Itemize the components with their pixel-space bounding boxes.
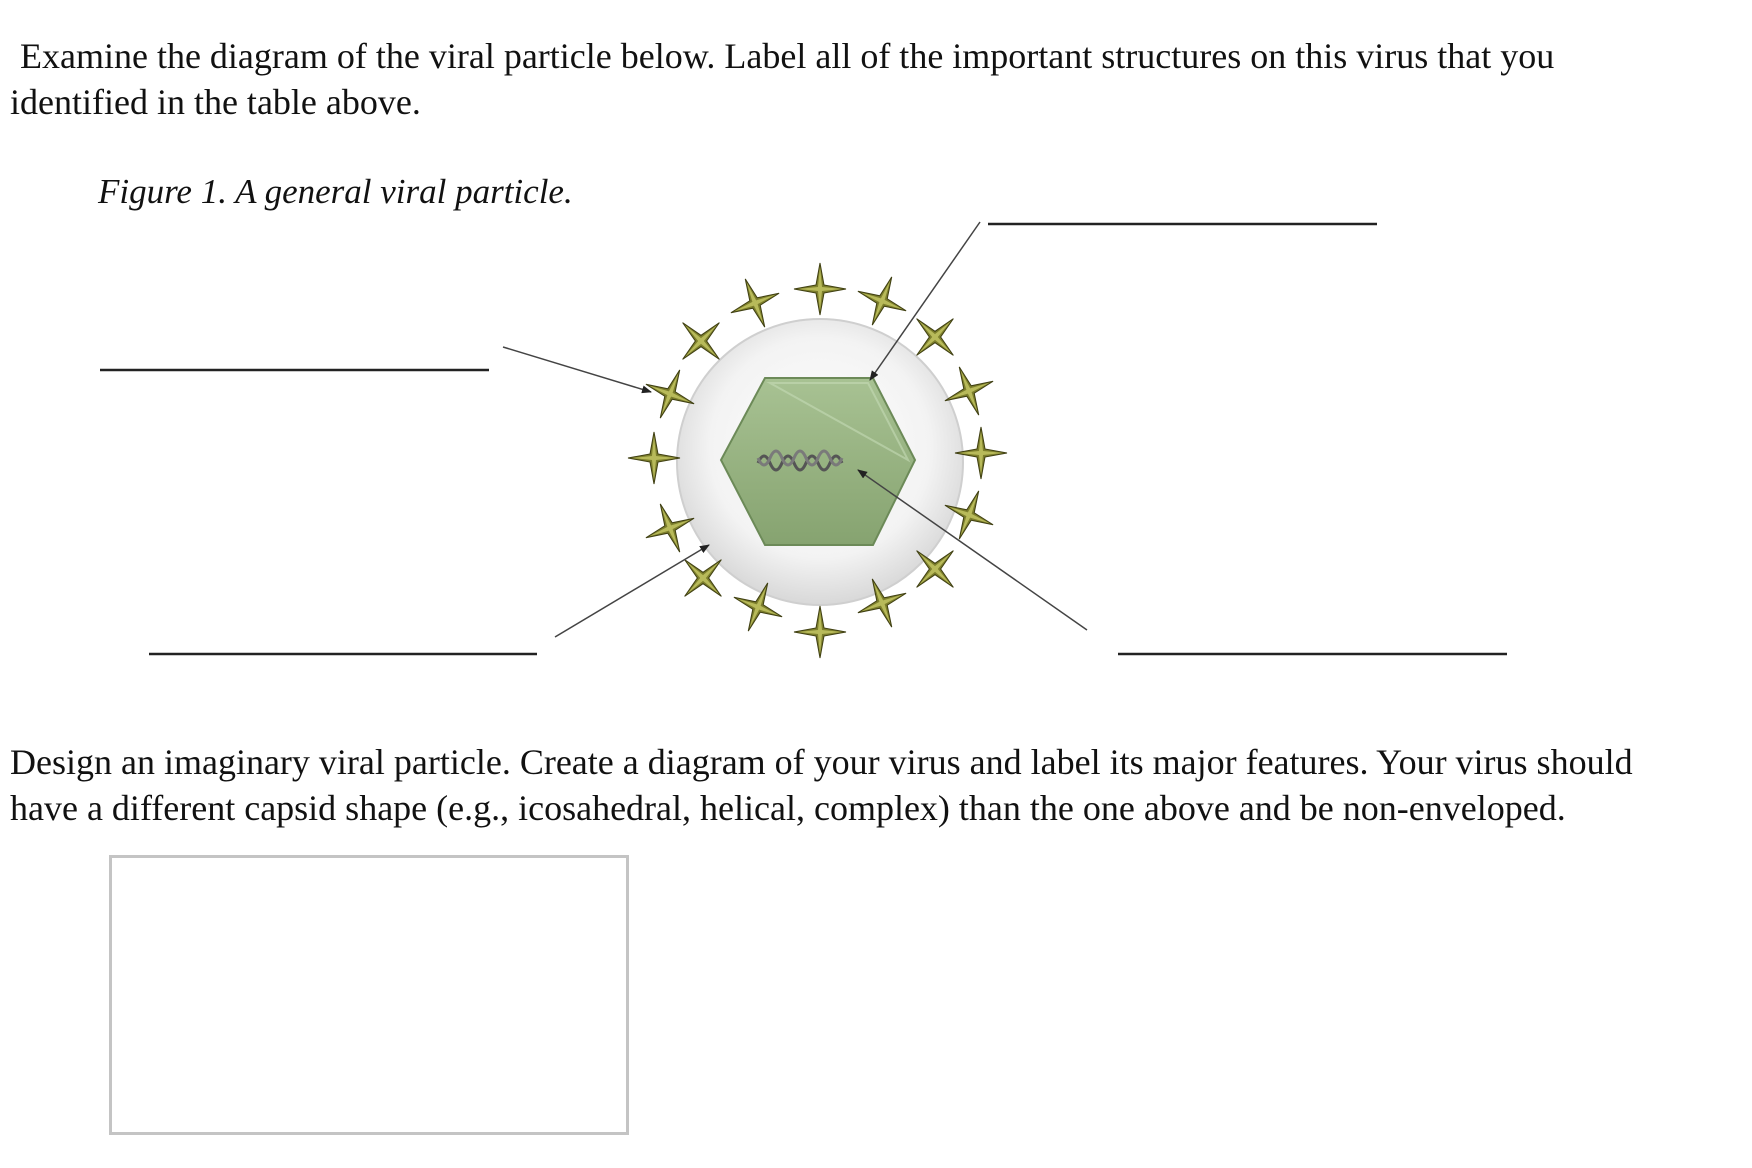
spike-protein xyxy=(898,300,972,374)
spike-protein xyxy=(848,267,916,335)
spike-protein xyxy=(628,432,680,484)
spike-protein xyxy=(955,427,1007,479)
spike-protein xyxy=(666,541,740,615)
leader-line-genome xyxy=(858,470,1087,630)
instruction-line-2: identified in the table above. xyxy=(10,82,421,122)
capsid xyxy=(721,378,915,545)
instruction-paragraph xyxy=(10,33,1710,125)
viral-envelope xyxy=(677,319,963,605)
design-prompt xyxy=(10,739,1740,831)
spike-protein xyxy=(794,606,846,658)
spike-protein xyxy=(935,357,1003,425)
instruction-line-1: Examine the diagram of the viral particle below. Label all of the important structures on this virus that you xyxy=(20,36,1555,76)
design-prompt-line-2: have a different capsid shape (e.g., icosahedral, helical, complex) than the one above and be non-enveloped. xyxy=(10,788,1566,828)
leader-line-envelope xyxy=(555,545,709,637)
leader-line-spike xyxy=(503,347,651,392)
spike-protein xyxy=(898,532,972,606)
leader-line-capsid xyxy=(870,222,980,380)
spike-protein xyxy=(794,263,846,315)
viral-genome xyxy=(758,451,842,470)
drawing-answer-box[interactable] xyxy=(109,855,629,1135)
figure-caption: Figure 1. A general viral particle. xyxy=(98,172,573,211)
spike-protein xyxy=(724,573,792,641)
spike-proteins xyxy=(628,263,1007,658)
spike-protein xyxy=(664,304,738,378)
spike-protein xyxy=(935,481,1003,549)
spike-protein xyxy=(721,269,789,337)
design-prompt-line-1: Design an imaginary viral particle. Create a diagram of your virus and label its major features. Your virus should xyxy=(10,742,1633,782)
spike-protein xyxy=(636,360,704,428)
spike-protein xyxy=(848,569,916,637)
spike-protein xyxy=(636,494,704,562)
